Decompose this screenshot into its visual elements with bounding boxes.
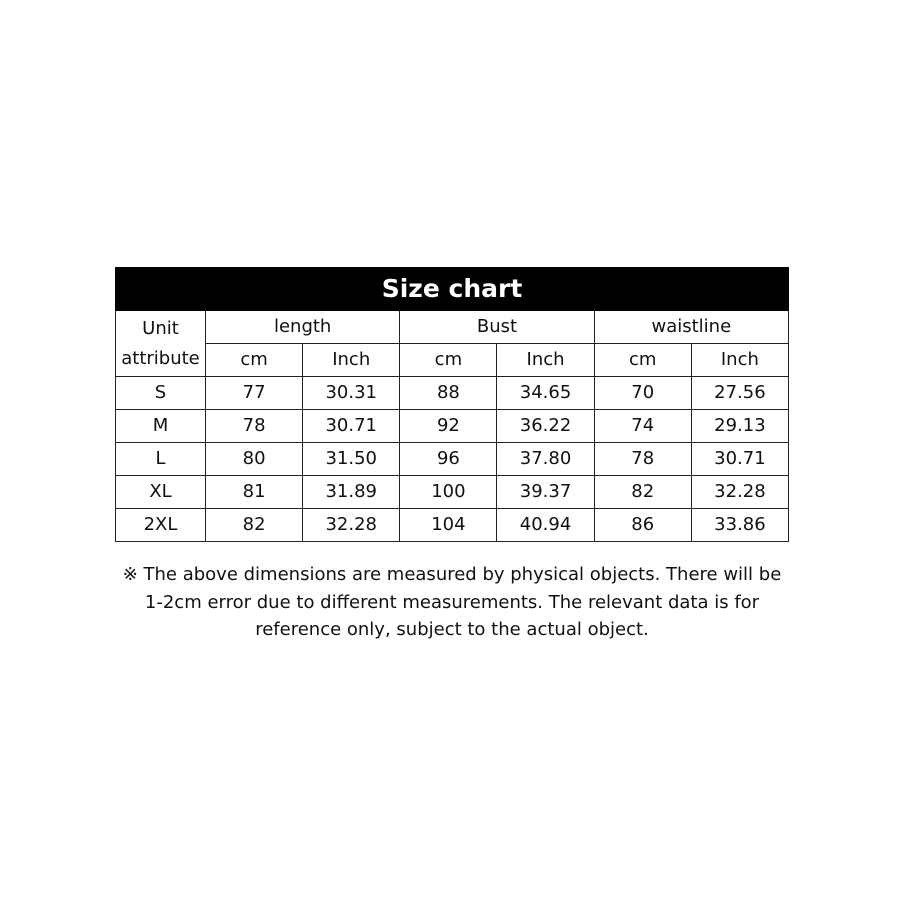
size-cell: 2XL (116, 509, 206, 542)
unit-attribute-header (116, 311, 206, 377)
value-cell: 37.80 (497, 443, 594, 476)
bust-header: Bust (400, 311, 594, 344)
note-line: ※ The above dimensions are measured by physical objects. There will be (122, 564, 782, 585)
value-cell: 31.89 (303, 476, 400, 509)
unit-header-cell: Inch (691, 344, 788, 377)
value-cell: 77 (206, 377, 303, 410)
table-row (116, 443, 789, 476)
attribute-label: attribute (121, 347, 200, 369)
value-cell: 100 (400, 476, 497, 509)
group-header-row (116, 311, 789, 344)
table-row (116, 509, 789, 542)
value-cell: 33.86 (691, 509, 788, 542)
disclaimer-note (115, 561, 789, 644)
value-cell: 30.31 (303, 377, 400, 410)
value-cell: 30.71 (303, 410, 400, 443)
table-row (116, 377, 789, 410)
title-row (116, 268, 789, 311)
size-cell: S (116, 377, 206, 410)
value-cell: 34.65 (497, 377, 594, 410)
unit-header-cell: cm (206, 344, 303, 377)
unit-header-cell: Inch (497, 344, 594, 377)
value-cell: 78 (594, 443, 691, 476)
value-cell: 32.28 (303, 509, 400, 542)
value-cell: 104 (400, 509, 497, 542)
value-cell: 88 (400, 377, 497, 410)
note-line: 1-2cm error due to different measurements. The relevant data is for (144, 591, 760, 613)
value-cell: 27.56 (691, 377, 788, 410)
size-cell: M (116, 410, 206, 443)
unit-header-cell: cm (594, 344, 691, 377)
value-cell: 92 (400, 410, 497, 443)
value-cell: 96 (400, 443, 497, 476)
value-cell: 80 (206, 443, 303, 476)
value-cell: 86 (594, 509, 691, 542)
value-cell: 31.50 (303, 443, 400, 476)
value-cell: 39.37 (497, 476, 594, 509)
waistline-header: waistline (594, 311, 788, 344)
table-row (116, 410, 789, 443)
unit-header-row (116, 344, 789, 377)
value-cell: 30.71 (691, 443, 788, 476)
value-cell: 70 (594, 377, 691, 410)
table-row (116, 476, 789, 509)
value-cell: 32.28 (691, 476, 788, 509)
chart-title: Size chart (116, 268, 789, 311)
size-cell: L (116, 443, 206, 476)
value-cell: 81 (206, 476, 303, 509)
size-chart-table (115, 267, 789, 542)
unit-header-cell: cm (400, 344, 497, 377)
value-cell: 82 (594, 476, 691, 509)
unit-label: Unit (142, 317, 179, 339)
value-cell: 40.94 (497, 509, 594, 542)
value-cell: 82 (206, 509, 303, 542)
value-cell: 36.22 (497, 410, 594, 443)
note-line: reference only, subject to the actual object. (255, 619, 649, 640)
unit-header-cell: Inch (303, 344, 400, 377)
length-header: length (206, 311, 400, 344)
value-cell: 29.13 (691, 410, 788, 443)
value-cell: 78 (206, 410, 303, 443)
value-cell: 74 (594, 410, 691, 443)
size-cell: XL (116, 476, 206, 509)
